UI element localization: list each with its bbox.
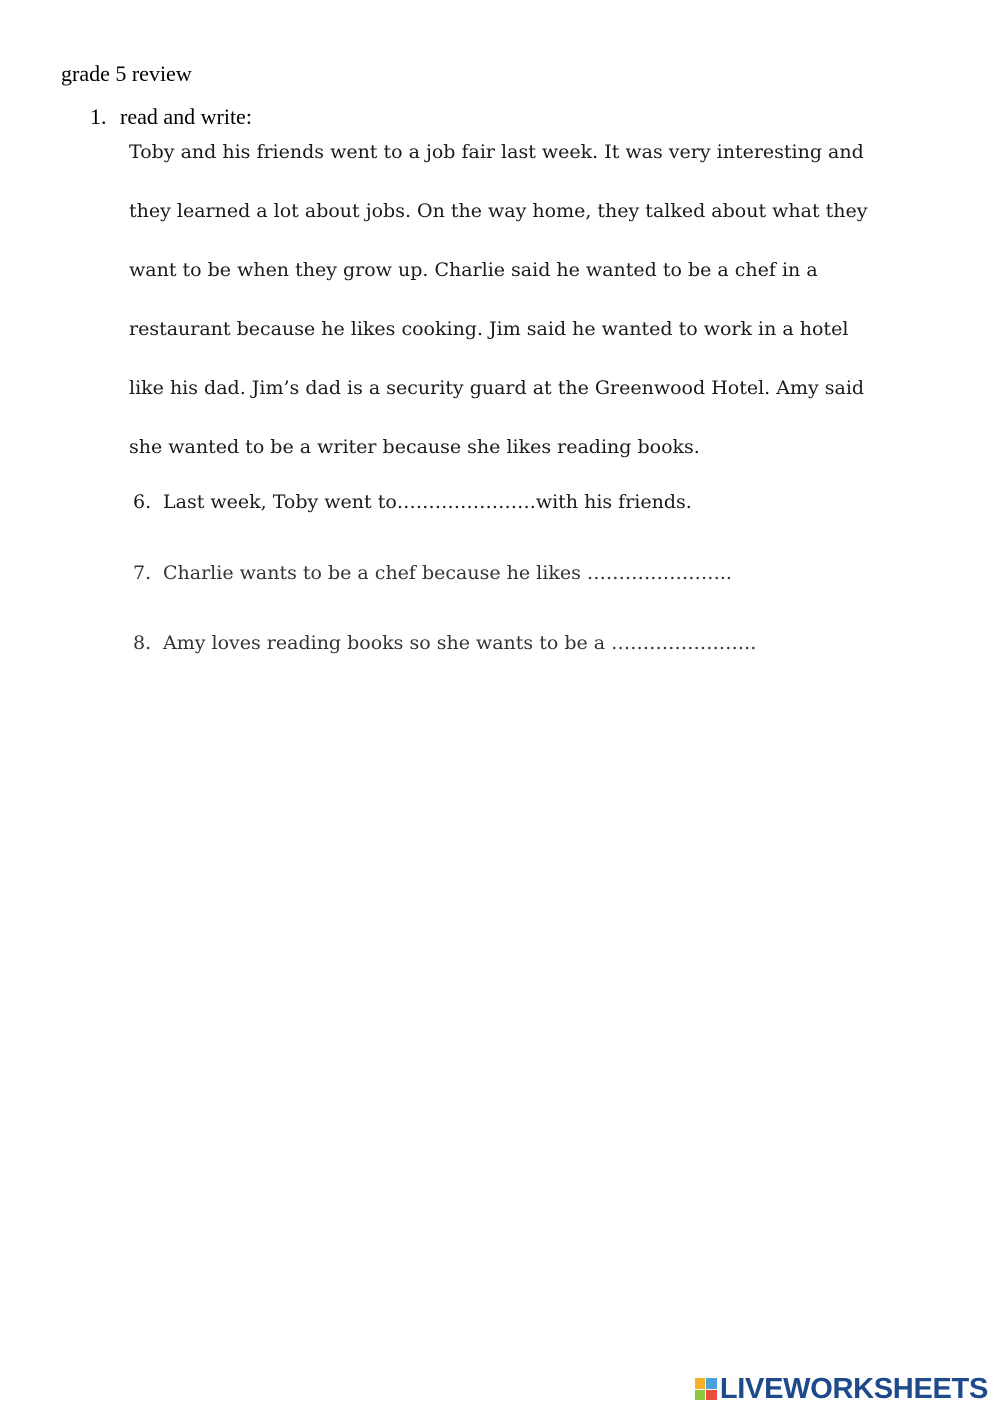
passage-line: Toby and his friends went to a job fair last week. It was very interesting and <box>129 141 864 163</box>
logo-square-icon <box>695 1378 706 1389</box>
passage-line: she wanted to be a writer because she likes reading books. <box>129 436 700 458</box>
passage-line: want to be when they grow up. Charlie said he wanted to be a chef in a <box>129 259 818 281</box>
question-7 <box>133 559 732 587</box>
logo-square-icon <box>706 1390 717 1401</box>
section-instruction: read and write: <box>120 104 252 129</box>
section-heading <box>90 103 252 131</box>
logo-square-icon <box>695 1390 706 1401</box>
liveworksheets-logo[interactable] <box>695 1374 988 1404</box>
answer-blank[interactable]: ………………….. <box>611 632 757 654</box>
question-text: Amy loves reading books so she wants to be a <box>163 632 612 654</box>
logo-square-icon <box>706 1378 717 1389</box>
passage-line: restaurant because he likes cooking. Jim said he wanted to work in a hotel <box>129 318 849 340</box>
question-text: Last week, Toby went to <box>163 491 397 513</box>
page-title: grade 5 review <box>61 61 192 86</box>
logo-text: LIVEWORKSHEETS <box>719 1373 988 1405</box>
question-number: 8. <box>133 632 152 654</box>
passage-line: they learned a lot about jobs. On the way home, they talked about what they <box>129 200 868 222</box>
section-number: 1. <box>90 104 107 129</box>
question-6 <box>133 488 692 516</box>
question-text-end: with his friends. <box>535 491 692 513</box>
question-8 <box>133 629 756 657</box>
answer-blank[interactable]: ………………….. <box>586 562 732 584</box>
answer-blank[interactable]: …………………. <box>396 491 536 513</box>
logo-icon <box>695 1378 717 1400</box>
question-number: 6. <box>133 491 152 513</box>
reading-passage <box>129 137 929 491</box>
question-number: 7. <box>133 562 152 584</box>
question-text: Charlie wants to be a chef because he likes <box>163 562 587 584</box>
passage-line: like his dad. Jim’s dad is a security guard at the Greenwood Hotel. Amy said <box>129 377 865 399</box>
